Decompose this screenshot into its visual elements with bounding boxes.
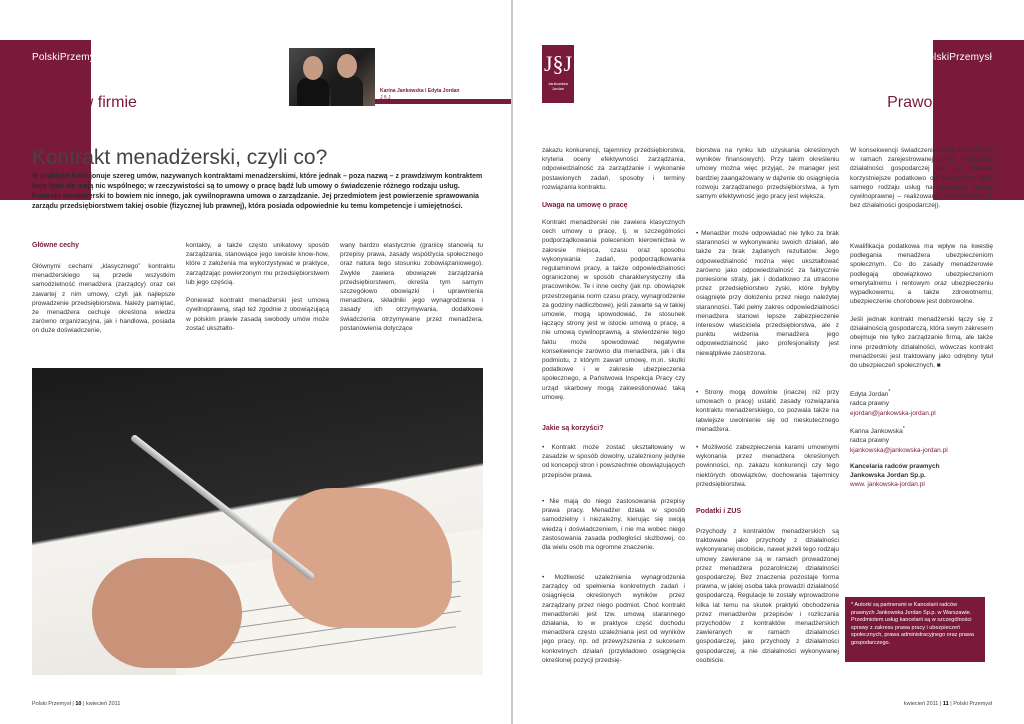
footer-date: kwiecień 2011 xyxy=(903,701,939,707)
section-title: Prawo w firmie xyxy=(32,94,137,111)
footer-page-number: 11 xyxy=(942,701,949,707)
column-3-text: wany bardzo elastycznie (granicę stanowią tu przepisy prawa, zasady współżycia społecznego oraz natura tego stosunku zobowiązaniowego). Zwykle zawiera obowiązek zarządzania przedsiębiorstwem, określa tym samym szczegółowo obowiązki i uprawnienia menadżera, składniki jego wynagrodzenia i zasady ich otrzymywania, dodatkowe świadczenia otrzymywane przez menadżera, postanowienia dotyczące xyxy=(340,242,483,332)
authors-caption xyxy=(375,78,511,104)
r-column-2-body: Przychody z kontraktów menadżerskich są traktowane jako przychody z działalności wykonywanej osobiście, nawet jeżeli tego rodzaju umowy zawierane są w ramach prowadzonej przez menadżera pozarolniczej działalności gospodarczej. Bez znaczenia pozostaje forma prawna, w jakiej osoba taka prowadzi działalność gospodarczą. Regulacje te zostały wprowadzone kilka lat temu na skutek praktyki obchodzenia przez menadżerów przepisów i rozliczania przychodów z kontraktów menadżerskich zawieranych w ramach działalności gospodarczej, jako przychody z działalności gospodarczej, a nie działalności wykonywanej osobiście. xyxy=(696,528,839,664)
signing-document-photo xyxy=(32,368,483,675)
authors-photo xyxy=(289,48,375,106)
author-2-name: Karina Jankowska xyxy=(850,428,903,436)
heading-benefits: Jakie są korzyści? xyxy=(542,425,604,432)
section-tab-label: PolskiPrzemysł xyxy=(32,52,103,63)
section-title: Prawo w firmie xyxy=(887,94,992,111)
section-tab-label: PolskiPrzemysł xyxy=(921,52,992,63)
left-page xyxy=(0,0,511,724)
firm-name: Kancelaria radców prawnych xyxy=(850,463,940,470)
firm-website-link[interactable]: www. jankowska-jordan.pl xyxy=(850,481,925,489)
heading-main-features: Główne cechy xyxy=(32,242,80,249)
benefit-item-4: • Menadżer może odpowiadać nie tylko za brak staranności w wykonywaniu swoich działań, ale także za brak żądanych rezultatów. Jego odpowiedzialność można więc ukształtować zarówno jako odpowiedzialność za faktycznie poniesione straty, jak i dodatkowo za utracone przez przedsiębiorstwo zyski, które byłyby osiągnięte przy dołożeniu przez niego należytej staranności. Taki pełny zakres odpowiedzialności menadżera stanowi lepsze zabezpieczenie interesów właściciela przedsiębiorstwa, ale z punktu widzenia menadżera jego odpowiedzialność jako profesjonalisty jest niewątpliwie zaostrzona. xyxy=(696,230,839,357)
benefit-item-2: • Nie mają do niego zastosowania przepisy prawa pracy. Menadżer działa w sposób samodzielny i niezależny, kierując się swoją wiedzą i doświadczeniem, i nie ma wobec niego zastosowania zasada podległości służbowej, co dla wielu osób ma ogromne znaczenie. xyxy=(542,498,685,552)
logo-mark: J§J xyxy=(543,51,573,76)
authors-names: Karina Jankowska i Edyta Jordan xyxy=(380,88,460,94)
benefit-item-6: • Możliwość zabezpieczenia karami umownymi wykonania przez menadżera określonych powinności, np. zakazu konkurencji czy tego niektórych obowiązków, dochowania tajemnicy przedsiębiorstwa. xyxy=(696,444,839,488)
authors-footnote-box: * Autorki są partnerami w Kancelarii radców prawnych Jankowska Jordan Sp.p. w Warszawie. Przedmiotem usług kancelarii są w szczególności sprawy z zakresu prawa pracy i ubezpieczeń społecznych, prawa administracyjnego oraz prawa gospodarczego. xyxy=(845,597,985,662)
logo-caption: Jankowska Jordan xyxy=(548,81,568,91)
r-column-3-para-1: W konsekwencji świadczenie usług zarządzania w ramach zarejestrowanej przez menadżera działalności gospodarczej nie jest obecnie korzystniejsze podatkowo od świadczenia tego samego rodzaju usług na podstawie umowy cywilnoprawnej – realizowanej indywidualnie (tj. bez działalności gospodarczej). xyxy=(850,147,993,210)
author-1: Edyta Jordan* radca prawny ejordan@jankowska-jordan.pl xyxy=(850,389,936,417)
footer-left: Polski Przemysł | 10 | kwiecień 2011 xyxy=(32,701,121,707)
author-2-email-link[interactable]: kjankowska@jankowska-jordan.pl xyxy=(850,446,948,454)
benefit-item-1: • Kontrakt może zostać ukształtowany w zasadzie w sposób dowolny, uzależniony jedynie od koncepcji stron i powszechnie obowiązujących przepisów prawa. xyxy=(542,444,685,479)
heading-employment-contract: Uwaga na umowę o pracę xyxy=(542,202,628,209)
column-1-text: Głównymi cechami „klasycznego” kontraktu menadżerskiego są przede wszystkim samodzielność menadżera (zarządcy) oraz cel zawartej z nim umowy, czyli jak najlepsze prowadzenie przedsiębiorstwa. Należy pamiętać, że menadżera cechuje określona wiedza zarówno organizacyjna, jak i handlowa, posiada on duże doświadczenie, xyxy=(32,263,175,335)
author-2: Karina Jankowska* radca prawny kjankowska@jankowska-jordan.pl xyxy=(850,426,948,454)
r-column-1-intro: zakazu konkurencji, tajemnicy przedsiębiorstwa, kryteria oceny efektywności zarządzania, odpowiedzialność za zarządzanie i wykonanie postawionych zadań, sposoby i terminy rozwiązania kontraktu. xyxy=(542,147,685,191)
r-column-3-para-2: Kwalifikacja podatkowa ma wpływ na kwestię podlegania menadżera ubezpieczeniom społecznym. Co do zasady menadżerowie podlegają obowiązkowo ubezpieczeniom emerytalnemu i rentowym oraz ubezpieczeniu wypadkowemu, a także zdrowotnemu; ubezpieczenie chorobowe jest dobrowolne. xyxy=(850,243,993,306)
footer-right: kwiecień 2011 | 11 | Polski Przemysł xyxy=(903,701,992,707)
author-2-role: radca prawny xyxy=(850,437,890,445)
author-1-role: radca prawny xyxy=(850,400,890,408)
footer-magazine: Polski Przemysł xyxy=(953,701,992,707)
firm-name-2: Jankowska Jordan Sp.p. xyxy=(850,472,926,480)
column-2-text: kontakty, a także często unikatowy sposób zarządzania, stanowiące jego swoiste know-how, które z założenia ma wykorzystywać w praktyce, zarządzając powierzonym mu przedsiębiorstwem lub jego częścią. Ponieważ kontrakt menadżerski jest umową cywilnoprawną, stąd też zgodnie z obowiązującą w polskim prawie zasadą swobody umów może zostać ukształto- xyxy=(186,242,329,332)
article-lead: W praktyce funkcjonuje szereg umów, nazywanych kontraktami menadżerskimi, które jednak – poza nazwą – z prawdziwym kontraktem tego typu nie mają nic wspólnego; w rzeczywistości są to umowy o pracę bądź lub umowy o świadczenie różnego rodzaju usług. Kontrakt menadżerski to bowiem nic innego, jak cywilnoprawna umowa o zarządzanie. Jej przedmiotem jest powierzenie sprawowania zarządu przedsiębiorstwem takiej osobie (fizycznej lub prawnej), która posiada odpowiednie ku temu kompetencje i umiejętności. xyxy=(32,173,483,210)
footer-magazine: Polski Przemysł xyxy=(32,701,71,707)
footer-date: kwiecień 2011 xyxy=(85,701,121,707)
footer-page-number: 10 xyxy=(75,701,82,707)
author-1-name: Edyta Jordan xyxy=(850,391,889,399)
r-column-2-intro: biorstwa na rynku lub uzyskania określonych wyników finansowych). Przy takim określeniu umowy można więc przyjąć, że manager jest bardziej zaangażowany w dążenie do osiągnięcia rozwoju zarządzanego przedsiębiorstwa, a tym samym efektywność jego pracy jest większa. xyxy=(696,147,839,201)
authors-firm: J § J xyxy=(380,95,391,101)
firm-logo xyxy=(542,45,574,103)
article-headline: Kontrakt menadżerski, czyli co? xyxy=(32,146,328,169)
r-column-1-body: Kontrakt menadżerski nie zawiera klasycznych cech umowy o pracę, tj. w szczególności podporządkowania poleceniom kierownictwa w zakresie miejsca, czasu oraz sposobu wykonywania zadań, podporządkowania regulaminowi pracy, a także odpowiedzialności ograniczonej w sposób charakterystyczny dla pracowników. Te i inne cechy (jak np. obowiązek przestrzegania norm czasu pracy, wynagrodzenie za godziny nadliczbowe), jeśli zawarte są w takiej umowie, mogą spowodować, że stosunek łączący strony jest w istocie umową o pracę, a nie umową cywilnoprawną, a stwierdzenie tego faktu może spowodować negatywne konsekwencje zarówno dla menadżera, jak i dla podmiotu, z którym zawarł umowę, m.in. skutki podatkowe i w zakresie ubezpieczenia społecznego, a Państwowa Inspekcja Pracy czy urząd skarbowy mogą zakwestionować taką umowę. xyxy=(542,219,685,401)
r-column-3-para-3: Jeśli jednak kontrakt menadżerski łączy się z działalnością gospodarczą, która swym zakresem obejmuje nie tylko zarządzanie firmą, ale także inne przedmioty działalności, wówczas kontrakt menadżerski jest traktowany jako odrębny tytuł do ubezpieczeń społecznych. ■ xyxy=(850,316,993,370)
author-1-email-link[interactable]: ejordan@jankowska-jordan.pl xyxy=(850,409,936,417)
benefit-item-5: • Strony mogą dowolnie (inaczej niż przy umowach o pracę) ustalić zasady rozwiązania kontraktu menadżerskiego, co pozwala także na łatwiejsze uwolnienie się od nieskutecznego menadżera. xyxy=(696,389,839,433)
benefit-item-3: • Możliwość uzależnienia wynagrodzenia zarządcy od spełnienia konkretnych zadań i osiągnięcia określonych wyników przez zarządzany przez niego podmiot. Choć kontrakt menadżerski jest tzw. umową starannego działania, to w praktyce część dochodu menadżera często uzależniana jest od wyników jego pracy, np. od przewyższenia z sukcesem konkretnych działań (przykładowo osiągnięcia określonej pozycji przedsię- xyxy=(542,574,685,664)
heading-taxes: Podatki i ZUS xyxy=(696,508,742,515)
firm-contact xyxy=(850,462,993,490)
